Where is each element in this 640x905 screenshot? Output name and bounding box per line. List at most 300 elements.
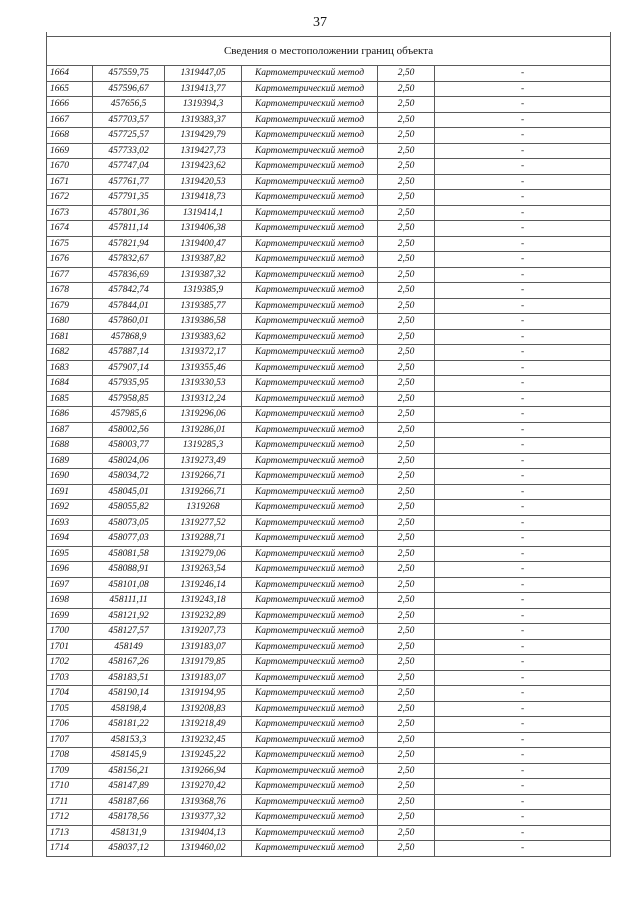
description-cell: - [435, 376, 611, 392]
description-cell: - [435, 717, 611, 733]
y-coordinate-cell: 1319387,82 [165, 252, 242, 268]
x-coordinate-cell: 457907,14 [93, 360, 165, 376]
point-number-cell: 1706 [47, 717, 93, 733]
x-coordinate-cell: 458024,06 [93, 453, 165, 469]
table-row [47, 252, 611, 268]
description-cell: - [435, 174, 611, 190]
y-coordinate-cell: 1319404,13 [165, 825, 242, 841]
accuracy-cell: 2,50 [378, 422, 435, 438]
table-row [47, 841, 611, 857]
point-number-cell: 1705 [47, 701, 93, 717]
method-cell: Картометрический метод [242, 205, 378, 221]
table-row [47, 825, 611, 841]
table-row [47, 221, 611, 237]
y-coordinate-cell: 1319385,77 [165, 298, 242, 314]
y-coordinate-cell: 1319270,42 [165, 779, 242, 795]
table-row [47, 66, 611, 82]
method-cell: Картометрический метод [242, 345, 378, 361]
accuracy-cell: 2,50 [378, 593, 435, 609]
description-cell: - [435, 236, 611, 252]
point-number-cell: 1672 [47, 190, 93, 206]
y-coordinate-cell: 1319383,62 [165, 329, 242, 345]
table-row [47, 159, 611, 175]
accuracy-cell: 2,50 [378, 283, 435, 299]
accuracy-cell: 2,50 [378, 670, 435, 686]
y-coordinate-cell: 1319194,95 [165, 686, 242, 702]
description-cell: - [435, 453, 611, 469]
x-coordinate-cell: 458131,9 [93, 825, 165, 841]
accuracy-cell: 2,50 [378, 577, 435, 593]
method-cell: Картометрический метод [242, 810, 378, 826]
x-coordinate-cell: 457935,95 [93, 376, 165, 392]
point-number-cell: 1698 [47, 593, 93, 609]
description-cell: - [435, 593, 611, 609]
description-cell: - [435, 546, 611, 562]
point-number-cell: 1696 [47, 562, 93, 578]
x-coordinate-cell: 458127,57 [93, 624, 165, 640]
point-number-cell: 1680 [47, 314, 93, 330]
point-number-cell: 1689 [47, 453, 93, 469]
method-cell: Картометрический метод [242, 159, 378, 175]
accuracy-cell: 2,50 [378, 143, 435, 159]
y-coordinate-cell: 1319218,49 [165, 717, 242, 733]
point-number-cell: 1713 [47, 825, 93, 841]
accuracy-cell: 2,50 [378, 484, 435, 500]
y-coordinate-cell: 1319243,18 [165, 593, 242, 609]
table-title-row [47, 37, 611, 66]
table-row [47, 453, 611, 469]
accuracy-cell: 2,50 [378, 221, 435, 237]
description-cell: - [435, 577, 611, 593]
description-cell: - [435, 701, 611, 717]
point-number-cell: 1693 [47, 515, 93, 531]
method-cell: Картометрический метод [242, 469, 378, 485]
method-cell: Картометрический метод [242, 283, 378, 299]
y-coordinate-cell: 1319245,22 [165, 748, 242, 764]
y-coordinate-cell: 1319355,46 [165, 360, 242, 376]
description-cell: - [435, 298, 611, 314]
table-row [47, 190, 611, 206]
y-coordinate-cell: 1319277,52 [165, 515, 242, 531]
y-coordinate-cell: 1319368,76 [165, 794, 242, 810]
method-cell: Картометрический метод [242, 763, 378, 779]
method-cell: Картометрический метод [242, 174, 378, 190]
method-cell: Картометрический метод [242, 252, 378, 268]
point-number-cell: 1695 [47, 546, 93, 562]
table-row [47, 717, 611, 733]
method-cell: Картометрический метод [242, 97, 378, 113]
y-coordinate-cell: 1319387,32 [165, 267, 242, 283]
point-number-cell: 1671 [47, 174, 93, 190]
point-number-cell: 1692 [47, 500, 93, 516]
table-row [47, 298, 611, 314]
x-coordinate-cell: 458153,3 [93, 732, 165, 748]
accuracy-cell: 2,50 [378, 205, 435, 221]
method-cell: Картометрический метод [242, 221, 378, 237]
x-coordinate-cell: 457868,9 [93, 329, 165, 345]
y-coordinate-cell: 1319406,38 [165, 221, 242, 237]
y-coordinate-cell: 1319413,77 [165, 81, 242, 97]
method-cell: Картометрический метод [242, 500, 378, 516]
accuracy-cell: 2,50 [378, 345, 435, 361]
y-coordinate-cell: 1319208,83 [165, 701, 242, 717]
table-row [47, 329, 611, 345]
point-number-cell: 1707 [47, 732, 93, 748]
y-coordinate-cell: 1319383,37 [165, 112, 242, 128]
method-cell: Картометрический метод [242, 577, 378, 593]
accuracy-cell: 2,50 [378, 546, 435, 562]
method-cell: Картометрический метод [242, 407, 378, 423]
table-row [47, 577, 611, 593]
table-row [47, 174, 611, 190]
description-cell: - [435, 97, 611, 113]
y-coordinate-cell: 1319246,14 [165, 577, 242, 593]
accuracy-cell: 2,50 [378, 732, 435, 748]
point-number-cell: 1709 [47, 763, 93, 779]
method-cell: Картометрический метод [242, 314, 378, 330]
x-coordinate-cell: 458003,77 [93, 438, 165, 454]
accuracy-cell: 2,50 [378, 701, 435, 717]
table-row [47, 128, 611, 144]
x-coordinate-cell: 457761,77 [93, 174, 165, 190]
y-coordinate-cell: 1319423,62 [165, 159, 242, 175]
point-number-cell: 1675 [47, 236, 93, 252]
point-number-cell: 1673 [47, 205, 93, 221]
accuracy-cell: 2,50 [378, 252, 435, 268]
x-coordinate-cell: 458002,56 [93, 422, 165, 438]
y-coordinate-cell: 1319414,1 [165, 205, 242, 221]
method-cell: Картометрический метод [242, 794, 378, 810]
x-coordinate-cell: 458037,12 [93, 841, 165, 857]
x-coordinate-cell: 457703,57 [93, 112, 165, 128]
y-coordinate-cell: 1319279,06 [165, 546, 242, 562]
method-cell: Картометрический метод [242, 267, 378, 283]
x-coordinate-cell: 458121,92 [93, 608, 165, 624]
description-cell: - [435, 779, 611, 795]
x-coordinate-cell: 458187,66 [93, 794, 165, 810]
description-cell: - [435, 810, 611, 826]
accuracy-cell: 2,50 [378, 360, 435, 376]
description-cell: - [435, 515, 611, 531]
table-row [47, 360, 611, 376]
table-row [47, 562, 611, 578]
y-coordinate-cell: 1319266,71 [165, 484, 242, 500]
table-row [47, 701, 611, 717]
y-coordinate-cell: 1319266,71 [165, 469, 242, 485]
point-number-cell: 1687 [47, 422, 93, 438]
description-cell: - [435, 825, 611, 841]
description-cell: - [435, 159, 611, 175]
point-number-cell: 1688 [47, 438, 93, 454]
description-cell: - [435, 670, 611, 686]
table-row [47, 639, 611, 655]
point-number-cell: 1676 [47, 252, 93, 268]
method-cell: Картометрический метод [242, 748, 378, 764]
description-cell: - [435, 608, 611, 624]
table-row [47, 593, 611, 609]
table-row [47, 748, 611, 764]
point-number-cell: 1682 [47, 345, 93, 361]
method-cell: Картометрический метод [242, 655, 378, 671]
point-number-cell: 1714 [47, 841, 93, 857]
method-cell: Картометрический метод [242, 593, 378, 609]
x-coordinate-cell: 458147,89 [93, 779, 165, 795]
method-cell: Картометрический метод [242, 128, 378, 144]
x-coordinate-cell: 457844,01 [93, 298, 165, 314]
method-cell: Картометрический метод [242, 841, 378, 857]
description-cell: - [435, 484, 611, 500]
method-cell: Картометрический метод [242, 562, 378, 578]
accuracy-cell: 2,50 [378, 608, 435, 624]
description-cell: - [435, 732, 611, 748]
description-cell: - [435, 329, 611, 345]
accuracy-cell: 2,50 [378, 112, 435, 128]
description-cell: - [435, 143, 611, 159]
x-coordinate-cell: 457958,85 [93, 391, 165, 407]
y-coordinate-cell: 1319179,85 [165, 655, 242, 671]
point-number-cell: 1670 [47, 159, 93, 175]
accuracy-cell: 2,50 [378, 190, 435, 206]
accuracy-cell: 2,50 [378, 639, 435, 655]
method-cell: Картометрический метод [242, 438, 378, 454]
point-number-cell: 1701 [47, 639, 93, 655]
method-cell: Картометрический метод [242, 81, 378, 97]
table-row [47, 763, 611, 779]
x-coordinate-cell: 458149 [93, 639, 165, 655]
table-row [47, 314, 611, 330]
method-cell: Картометрический метод [242, 391, 378, 407]
accuracy-cell: 2,50 [378, 81, 435, 97]
x-coordinate-cell: 457836,69 [93, 267, 165, 283]
method-cell: Картометрический метод [242, 779, 378, 795]
y-coordinate-cell: 1319386,58 [165, 314, 242, 330]
method-cell: Картометрический метод [242, 453, 378, 469]
accuracy-cell: 2,50 [378, 562, 435, 578]
method-cell: Картометрический метод [242, 515, 378, 531]
x-coordinate-cell: 457656,5 [93, 97, 165, 113]
x-coordinate-cell: 457821,94 [93, 236, 165, 252]
accuracy-cell: 2,50 [378, 329, 435, 345]
table-row [47, 469, 611, 485]
table-row [47, 670, 611, 686]
x-coordinate-cell: 458190,14 [93, 686, 165, 702]
x-coordinate-cell: 457832,67 [93, 252, 165, 268]
y-coordinate-cell: 1319429,79 [165, 128, 242, 144]
x-coordinate-cell: 457801,36 [93, 205, 165, 221]
table-row [47, 608, 611, 624]
y-coordinate-cell: 1319273,49 [165, 453, 242, 469]
method-cell: Картометрический метод [242, 686, 378, 702]
y-coordinate-cell: 1319288,71 [165, 531, 242, 547]
description-cell: - [435, 128, 611, 144]
accuracy-cell: 2,50 [378, 407, 435, 423]
table-row [47, 546, 611, 562]
table-row [47, 236, 611, 252]
y-coordinate-cell: 1319268 [165, 500, 242, 516]
table-row [47, 283, 611, 299]
method-cell: Картометрический метод [242, 732, 378, 748]
method-cell: Картометрический метод [242, 484, 378, 500]
point-number-cell: 1665 [47, 81, 93, 97]
point-number-cell: 1685 [47, 391, 93, 407]
method-cell: Картометрический метод [242, 422, 378, 438]
accuracy-cell: 2,50 [378, 794, 435, 810]
table-row [47, 810, 611, 826]
point-number-cell: 1694 [47, 531, 93, 547]
x-coordinate-cell: 457733,02 [93, 143, 165, 159]
description-cell: - [435, 655, 611, 671]
method-cell: Картометрический метод [242, 329, 378, 345]
table-row [47, 205, 611, 221]
table-row [47, 345, 611, 361]
description-cell: - [435, 112, 611, 128]
table-row [47, 376, 611, 392]
point-number-cell: 1683 [47, 360, 93, 376]
accuracy-cell: 2,50 [378, 763, 435, 779]
accuracy-cell: 2,50 [378, 438, 435, 454]
y-coordinate-cell: 1319285,3 [165, 438, 242, 454]
description-cell: - [435, 283, 611, 299]
boundary-table [46, 32, 611, 857]
point-number-cell: 1677 [47, 267, 93, 283]
description-cell: - [435, 205, 611, 221]
method-cell: Картометрический метод [242, 112, 378, 128]
table-row [47, 732, 611, 748]
accuracy-cell: 2,50 [378, 624, 435, 640]
x-coordinate-cell: 457860,01 [93, 314, 165, 330]
method-cell: Картометрический метод [242, 360, 378, 376]
y-coordinate-cell: 1319232,45 [165, 732, 242, 748]
point-number-cell: 1667 [47, 112, 93, 128]
description-cell: - [435, 763, 611, 779]
table-row [47, 779, 611, 795]
point-number-cell: 1664 [47, 66, 93, 82]
description-cell: - [435, 841, 611, 857]
y-coordinate-cell: 1319372,17 [165, 345, 242, 361]
y-coordinate-cell: 1319296,06 [165, 407, 242, 423]
table-row [47, 112, 611, 128]
y-coordinate-cell: 1319330,53 [165, 376, 242, 392]
method-cell: Картометрический метод [242, 825, 378, 841]
x-coordinate-cell: 458045,01 [93, 484, 165, 500]
x-coordinate-cell: 457747,04 [93, 159, 165, 175]
table-row [47, 422, 611, 438]
description-cell: - [435, 360, 611, 376]
point-number-cell: 1669 [47, 143, 93, 159]
x-coordinate-cell: 458181,22 [93, 717, 165, 733]
x-coordinate-cell: 458167,26 [93, 655, 165, 671]
accuracy-cell: 2,50 [378, 128, 435, 144]
description-cell: - [435, 422, 611, 438]
accuracy-cell: 2,50 [378, 174, 435, 190]
accuracy-cell: 2,50 [378, 236, 435, 252]
table-row [47, 267, 611, 283]
y-coordinate-cell: 1319400,47 [165, 236, 242, 252]
description-cell: - [435, 748, 611, 764]
x-coordinate-cell: 457811,14 [93, 221, 165, 237]
x-coordinate-cell: 457842,74 [93, 283, 165, 299]
accuracy-cell: 2,50 [378, 500, 435, 516]
description-cell: - [435, 500, 611, 516]
accuracy-cell: 2,50 [378, 531, 435, 547]
accuracy-cell: 2,50 [378, 469, 435, 485]
description-cell: - [435, 345, 611, 361]
y-coordinate-cell: 1319394,3 [165, 97, 242, 113]
accuracy-cell: 2,50 [378, 515, 435, 531]
table-row [47, 624, 611, 640]
accuracy-cell: 2,50 [378, 717, 435, 733]
y-coordinate-cell: 1319183,07 [165, 639, 242, 655]
y-coordinate-cell: 1319420,53 [165, 174, 242, 190]
table-row [47, 484, 611, 500]
table-row [47, 81, 611, 97]
accuracy-cell: 2,50 [378, 314, 435, 330]
x-coordinate-cell: 458183,51 [93, 670, 165, 686]
accuracy-cell: 2,50 [378, 298, 435, 314]
method-cell: Картометрический метод [242, 608, 378, 624]
table-row [47, 407, 611, 423]
point-number-cell: 1712 [47, 810, 93, 826]
x-coordinate-cell: 458198,4 [93, 701, 165, 717]
description-cell: - [435, 562, 611, 578]
point-number-cell: 1710 [47, 779, 93, 795]
table-row [47, 794, 611, 810]
method-cell: Картометрический метод [242, 531, 378, 547]
point-number-cell: 1674 [47, 221, 93, 237]
y-coordinate-cell: 1319427,73 [165, 143, 242, 159]
point-number-cell: 1711 [47, 794, 93, 810]
description-cell: - [435, 469, 611, 485]
y-coordinate-cell: 1319312,24 [165, 391, 242, 407]
page-number: 37 [313, 15, 327, 30]
method-cell: Картометрический метод [242, 670, 378, 686]
accuracy-cell: 2,50 [378, 159, 435, 175]
y-coordinate-cell: 1319266,94 [165, 763, 242, 779]
description-cell: - [435, 438, 611, 454]
y-coordinate-cell: 1319460,02 [165, 841, 242, 857]
x-coordinate-cell: 457725,57 [93, 128, 165, 144]
y-coordinate-cell: 1319286,01 [165, 422, 242, 438]
point-number-cell: 1679 [47, 298, 93, 314]
x-coordinate-cell: 458088,91 [93, 562, 165, 578]
point-number-cell: 1684 [47, 376, 93, 392]
point-number-cell: 1699 [47, 608, 93, 624]
method-cell: Картометрический метод [242, 66, 378, 82]
point-number-cell: 1708 [47, 748, 93, 764]
accuracy-cell: 2,50 [378, 748, 435, 764]
x-coordinate-cell: 458111,11 [93, 593, 165, 609]
y-coordinate-cell: 1319385,9 [165, 283, 242, 299]
accuracy-cell: 2,50 [378, 391, 435, 407]
method-cell: Картометрический метод [242, 639, 378, 655]
x-coordinate-cell: 458156,21 [93, 763, 165, 779]
y-coordinate-cell: 1319418,73 [165, 190, 242, 206]
accuracy-cell: 2,50 [378, 97, 435, 113]
method-cell: Картометрический метод [242, 190, 378, 206]
table-row [47, 531, 611, 547]
x-coordinate-cell: 457596,67 [93, 81, 165, 97]
point-number-cell: 1700 [47, 624, 93, 640]
x-coordinate-cell: 458055,82 [93, 500, 165, 516]
y-coordinate-cell: 1319447,05 [165, 66, 242, 82]
method-cell: Картометрический метод [242, 376, 378, 392]
table-row [47, 391, 611, 407]
point-number-cell: 1702 [47, 655, 93, 671]
accuracy-cell: 2,50 [378, 376, 435, 392]
y-coordinate-cell: 1319263,54 [165, 562, 242, 578]
accuracy-cell: 2,50 [378, 841, 435, 857]
description-cell: - [435, 407, 611, 423]
